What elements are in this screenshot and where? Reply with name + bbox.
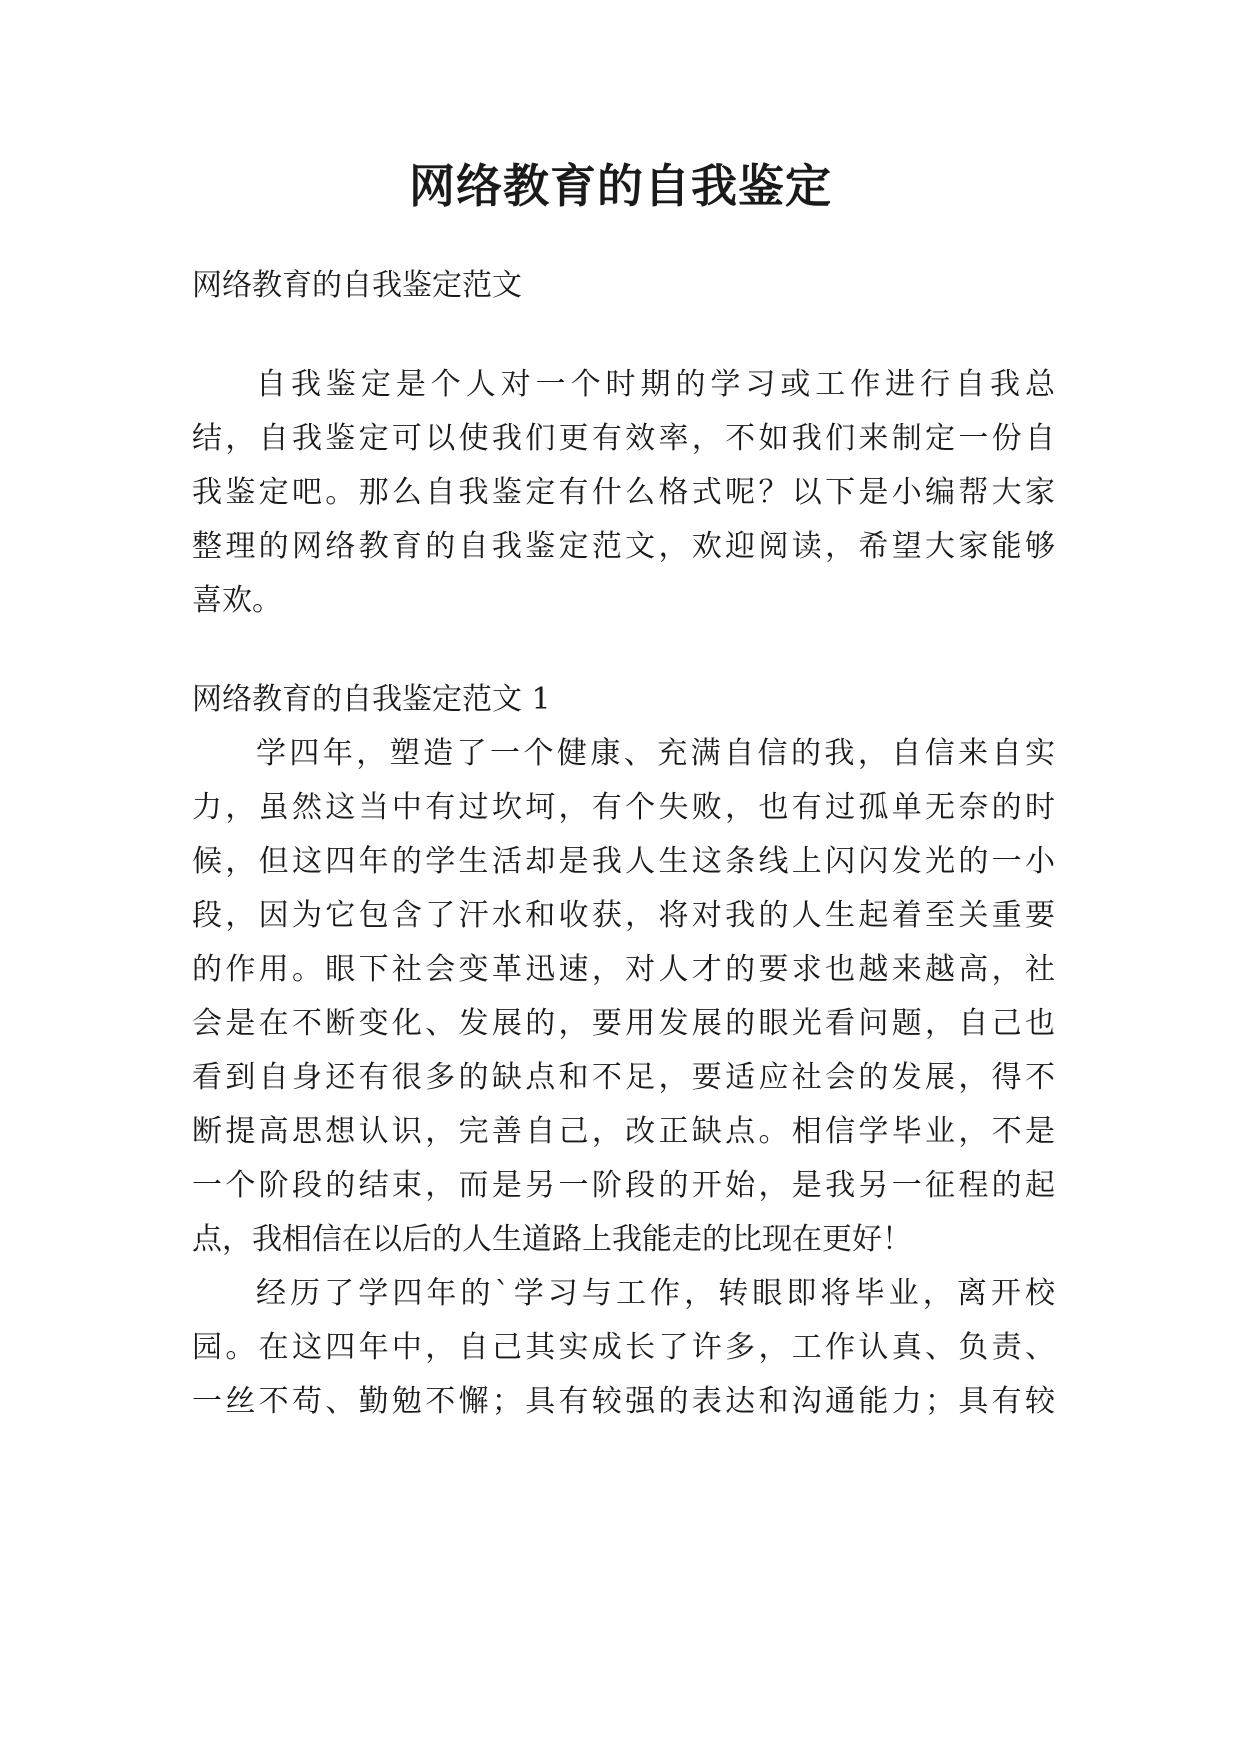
document-title: 网络教育的自我鉴定 bbox=[409, 159, 832, 213]
paragraph1-line-6: 会是在不断变化、发展的，要用发展的眼光看问题，自己也 bbox=[192, 1006, 1055, 1041]
paragraph2-line-2: 园。在这四年中，自己其实成长了许多，工作认真、负责、 bbox=[192, 1330, 1055, 1365]
paragraph1-line-8: 断提高思想认识，完善自己，改正缺点。相信学毕业，不是 bbox=[192, 1114, 1055, 1149]
paragraph2-line-3: 一丝不苟、勤勉不懈；具有较强的表达和沟通能力；具有较 bbox=[192, 1384, 1055, 1419]
paragraph1-line-5: 的作用。眼下社会变革迅速，对人才的要求也越来越高，社 bbox=[192, 952, 1055, 987]
intro-line-1: 自我鉴定是个人对一个时期的学习或工作进行自我总 bbox=[256, 367, 1055, 402]
intro-line-3: 我鉴定吧。那么自我鉴定有什么格式呢？以下是小编帮大家 bbox=[192, 475, 1055, 510]
paragraph1-line-1: 学四年，塑造了一个健康、充满自信的我，自信来自实 bbox=[256, 736, 1055, 771]
document-subtitle: 网络教育的自我鉴定范文 bbox=[192, 268, 522, 303]
paragraph1-line-2: 力，虽然这当中有过坎坷，有个失败，也有过孤单无奈的时 bbox=[192, 790, 1055, 825]
paragraph1-line-10: 点，我相信在以后的人生道路上我能走的比现在更好！ bbox=[192, 1222, 912, 1257]
intro-line-5: 喜欢。 bbox=[192, 583, 282, 618]
paragraph2-line-1: 经历了学四年的`学习与工作，转眼即将毕业，离开校 bbox=[256, 1276, 1055, 1311]
paragraph1-line-3: 候，但这四年的学生活却是我人生这条线上闪闪发光的一小 bbox=[192, 844, 1055, 879]
section-heading: 网络教育的自我鉴定范文 1 bbox=[192, 682, 551, 717]
intro-line-2: 结，自我鉴定可以使我们更有效率，不如我们来制定一份自 bbox=[192, 421, 1055, 456]
paragraph1-line-4: 段，因为它包含了汗水和收获，将对我的人生起着至关重要 bbox=[192, 898, 1055, 933]
paragraph1-line-9: 一个阶段的结束，而是另一阶段的开始，是我另一征程的起 bbox=[192, 1168, 1055, 1203]
intro-line-4: 整理的网络教育的自我鉴定范文，欢迎阅读，希望大家能够 bbox=[192, 529, 1055, 564]
paragraph1-line-7: 看到自身还有很多的缺点和不足，要适应社会的发展，得不 bbox=[192, 1060, 1055, 1095]
